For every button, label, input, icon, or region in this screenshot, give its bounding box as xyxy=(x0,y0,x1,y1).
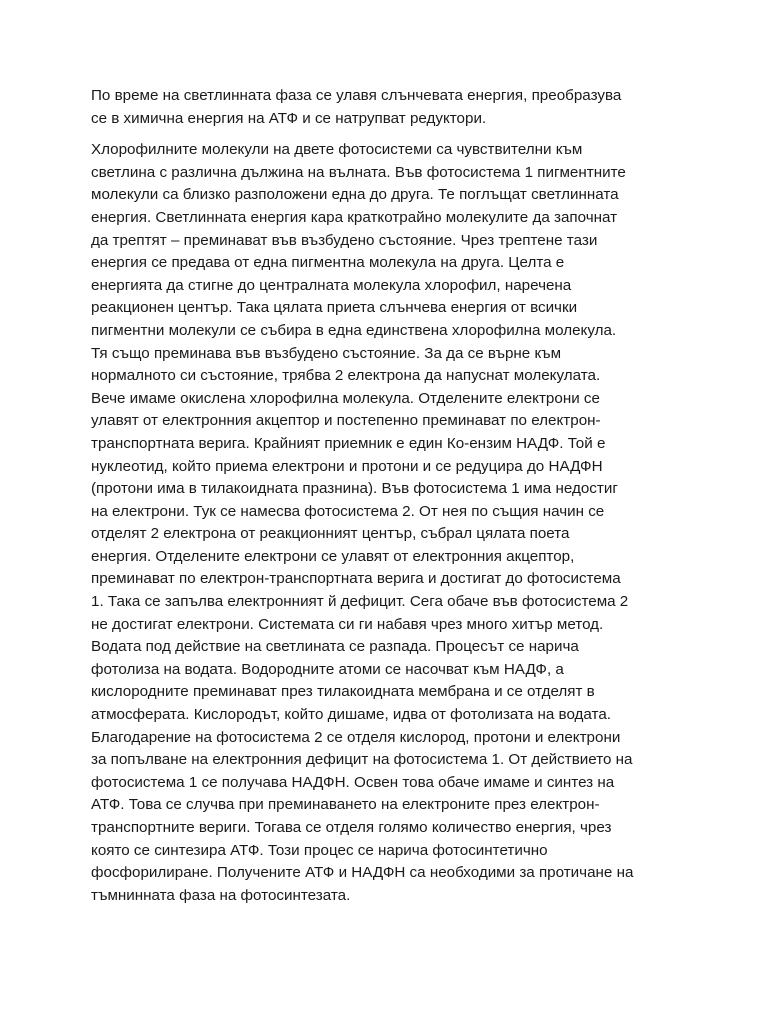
text-line: транспортните вериги. Тогава се отделя голямо количество енергия, чрез xyxy=(91,819,612,836)
text-line: пигментни молекули се събира в една единствена хлорофилна молекула. xyxy=(91,321,617,339)
text-line: да трептят – преминават във възбудено състояние. Чрез трептене тази xyxy=(91,231,598,249)
text-line: нуклеотид, който приема електрони и протони и се редуцира до НАДФН xyxy=(91,457,603,475)
document-page xyxy=(91,85,679,907)
text-line: се в химична енергия на АТФ и се натрупват редуктори. xyxy=(91,109,487,127)
text-line: кислородните преминават през тилакоидната мембрана и се отделят в xyxy=(91,683,595,701)
text-line: молекули са близко разположени една до друга. Те поглъщат светлинната xyxy=(91,186,619,204)
text-line: енергията да стигне до централната молекула хлорофил, наречена xyxy=(91,276,572,294)
text-line: АТФ. Това се случва при преминаването на електроните през електрон- xyxy=(91,796,600,814)
text-line: 1. Така се запълва електронният й дефицит. Сега обаче във фотосистема 2 xyxy=(91,593,629,611)
paragraph xyxy=(91,139,679,907)
text-line: енергия. Светлинната енергия кара краткотрайно молекулите да започнат xyxy=(91,208,618,226)
text-line: която се синтезира АТФ. Този процес се нарича фотосинтетично xyxy=(91,841,548,859)
text-line: реакционен център. Така цялата приета слънчева енергия от всички xyxy=(91,299,578,317)
text-line: По време на светлинната фаза се улавя слънчевата енергия, преобразува xyxy=(91,87,622,104)
text-line: Благодарение на фотосистема 2 се отделя кислород, протони и електрони xyxy=(91,728,621,746)
text-line: Хлорофилните молекули на двете фотосистеми са чувствителни към xyxy=(91,141,583,159)
paragraph xyxy=(91,85,679,130)
text-line: енергия се предава от една пигментна молекула на друга. Целта е xyxy=(91,254,565,272)
text-line: улавят от електронния акцептор и постепенно преминават по електрон- xyxy=(91,412,601,430)
text-line: преминават по електрон-транспортната верига и достигат до фотосистема xyxy=(91,570,621,588)
text-line: (протони има в тилакоидната празнина). Във фотосистема 1 има недостиг xyxy=(91,480,618,498)
text-line: нормалното си състояние, трябва 2 електрона да напуснат молекулата. xyxy=(91,367,601,385)
text-line: тъмнинната фаза на фотосинтезата. xyxy=(91,886,351,904)
text-line: енергия. Отделените електрони се улавят от електронния акцептор, xyxy=(91,547,575,565)
text-line: за попълване на електронния дефицит на фотосистема 1. От действието на xyxy=(91,751,633,769)
text-line: фотосистема 1 се получава НАДФН. Освен това обаче имаме и синтез на xyxy=(91,773,615,791)
text-line: на електрони. Тук се намесва фотосистема 2. От нея по същия начин се xyxy=(91,502,605,520)
text-line: светлина с различна дължина на вълната. Във фотосистема 1 пигментните xyxy=(91,163,626,181)
text-line: не достигат електрони. Системата си ги набавя чрез много хитър метод. xyxy=(91,615,604,633)
text-line: Вече имаме окислена хлорофилна молекула. Отделените електрони се xyxy=(91,389,600,407)
text-line: Водата под действие на светлината се разпада. Процесът се нарича xyxy=(91,638,579,656)
text-line: Тя също преминава във възбудено състояние. За да се върне към xyxy=(91,344,562,362)
text-line: отделят 2 електрона от реакционният център, събрал цялата поета xyxy=(91,525,570,543)
text-line: транспортната верига. Крайният приемник е един Ко-ензим НАДФ. Той е xyxy=(91,434,606,452)
text-line: атмосферата. Кислородът, който дишаме, идва от фотолизата на водата. xyxy=(91,706,611,724)
text-line: фотолиза на водата. Водородните атоми се насочват към НАДФ, а xyxy=(91,660,564,678)
text-line: фосфорилиране. Получените АТФ и НАДФН са необходими за протичане на xyxy=(91,864,634,882)
